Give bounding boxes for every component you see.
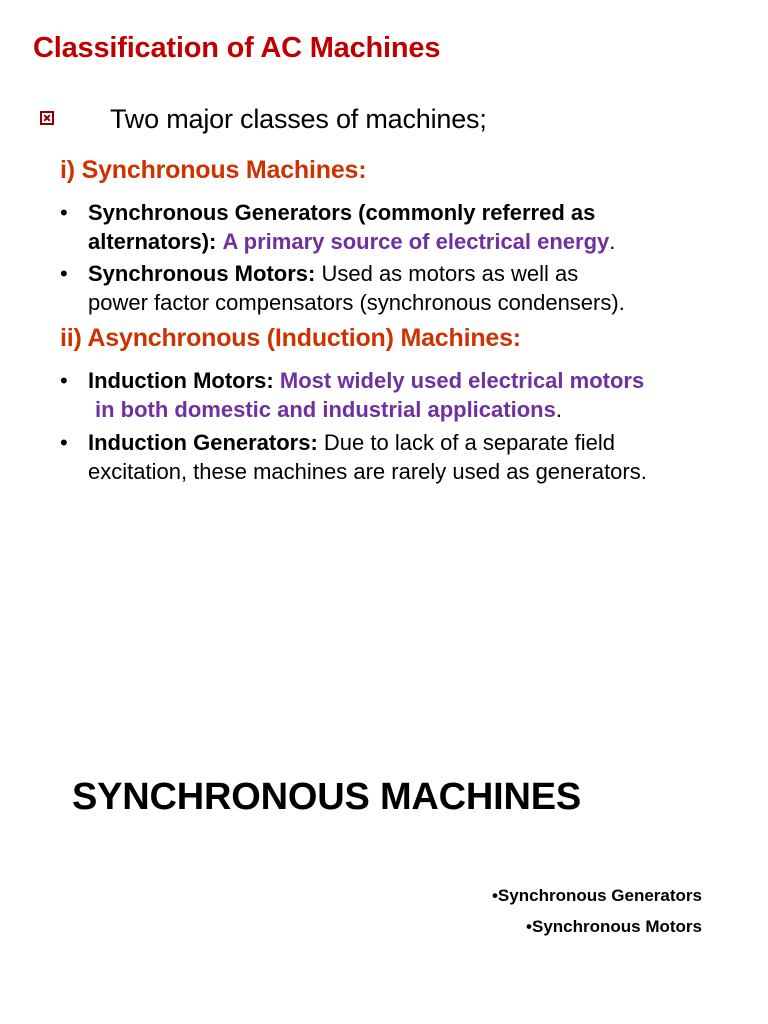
item-tail: . (609, 229, 616, 254)
item-text: excitation, these machines are rarely used as generators. (88, 459, 647, 484)
bullet-dot: • (60, 368, 68, 393)
list-item: •Synchronous Generators (491, 886, 702, 905)
slide-title: Classification of AC Machines (33, 32, 441, 64)
section-heading-asynchronous: ii) Asynchronous (Induction) Machines: (60, 324, 521, 352)
list-item: •Synchronous Motors (526, 917, 702, 936)
bullet-text (88, 366, 758, 424)
item-label: Synchronous Generators (commonly referred as (88, 200, 596, 225)
item-text: power factor compensators (synchronous condensers). (88, 290, 625, 315)
item-label: Induction Generators: (88, 430, 318, 455)
next-slide-title: SYNCHRONOUS MACHINES (72, 776, 582, 818)
item-highlight: in both domestic and industrial applications (95, 397, 556, 422)
item-label: alternators): (88, 229, 217, 254)
item-text: Due to lack of a separate field (323, 430, 615, 455)
next-slide-list (492, 880, 702, 942)
bullet-text (88, 259, 758, 317)
item-label: Induction Motors: (88, 368, 274, 393)
bullet-text (88, 428, 758, 486)
item-highlight: A primary source of electrical energy (222, 229, 610, 254)
item-highlight: Most widely used electrical motors (279, 368, 645, 393)
bullet-text (88, 198, 758, 256)
intro-text: Two major classes of machines; (110, 104, 487, 134)
intro-row (40, 104, 740, 138)
bullet-dot: • (60, 200, 68, 225)
section-heading-synchronous: i) Synchronous Machines: (60, 156, 367, 184)
bullet-dot: • (60, 261, 68, 286)
bullet-dot: • (60, 430, 68, 455)
item-text: Used as motors as well as (321, 261, 579, 286)
item-tail: . (555, 397, 562, 422)
item-label: Synchronous Motors: (88, 261, 316, 286)
boxed-x-icon (40, 111, 54, 125)
